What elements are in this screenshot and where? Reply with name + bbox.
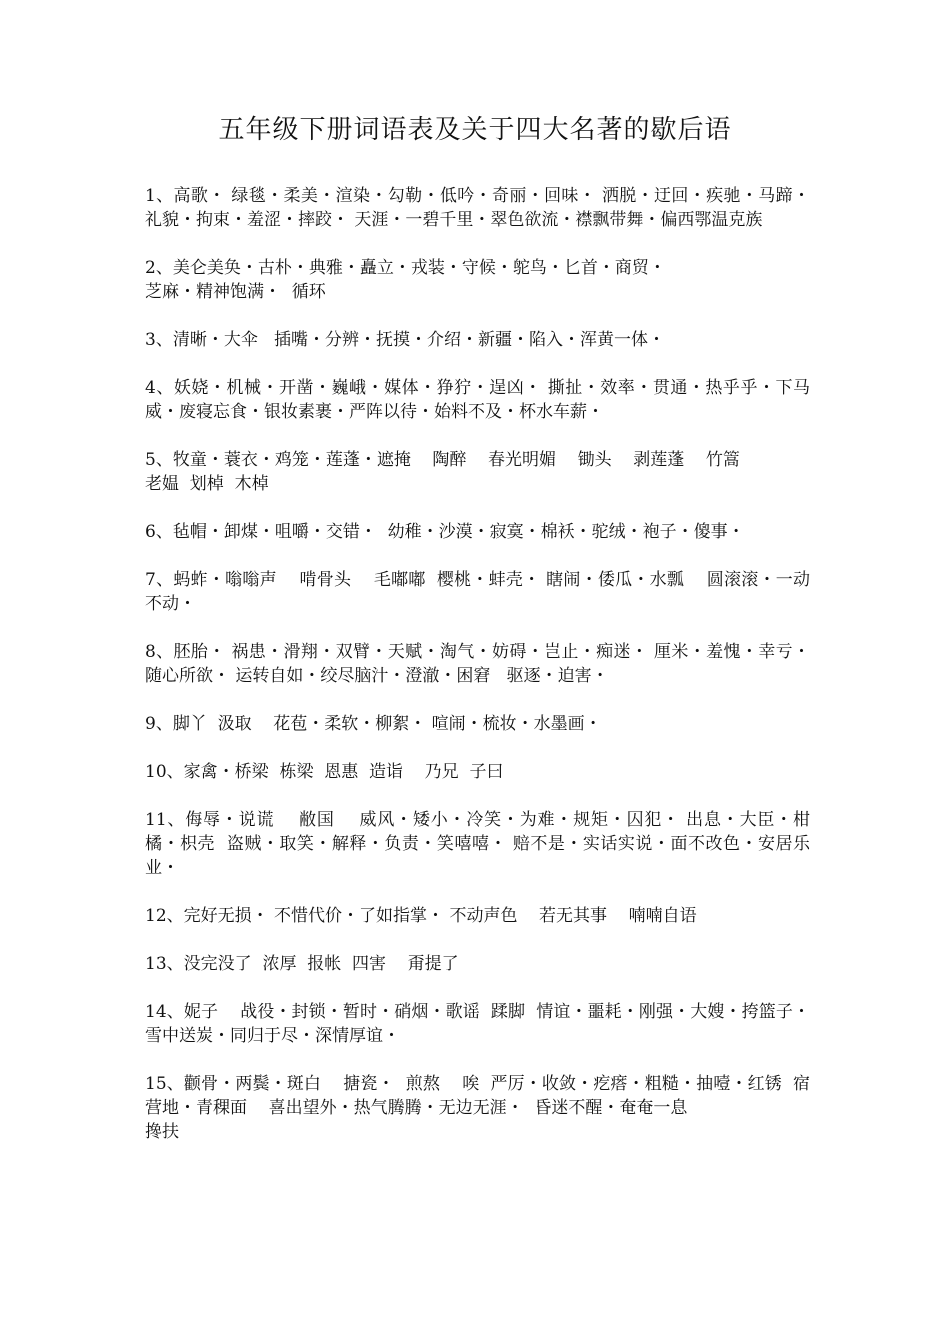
document-title: 五年级下册词语表及关于四大名著的歇后语 — [218, 115, 732, 145]
vocabulary-list — [145, 184, 810, 1168]
vocabulary-item-2: 2、美仑美奂・古朴・典雅・矗立・戎装・守候・鸵鸟・匕首・商贸・ 芝麻・精神饱满・ 循环 — [145, 258, 666, 302]
vocabulary-item-7: 7、蚂蚱・嗡嗡声 啃骨头 毛嘟嘟 樱桃・蚌壳・ 瞎闹・倭瓜・水瓢 圆滚滚・一动不动・ — [145, 570, 810, 614]
vocabulary-item-12: 12、完好无损・ 不惜代价・了如指掌・ 不动声色 若无其事 喃喃自语 — [145, 906, 697, 926]
vocabulary-item-3: 3、清晰・大伞 插嘴・分辨・抚摸・介绍・新疆・陷入・浑黄一体・ — [145, 330, 666, 350]
vocabulary-item-15: 15、颧骨・两鬓・斑白 搪瓷・ 煎熬 唉 严厉・收敛・疙瘩・粗糙・抽噎・红锈 宿营地・青稞面 喜出望外・热气腾腾・无边无涯・ 昏迷不醒・奄奄一息 搀扶 — [145, 1074, 810, 1142]
vocabulary-item-10: 10、家禽・桥梁 栋梁 恩惠 造诣 乃兄 子曰 — [145, 762, 504, 782]
vocabulary-item-5: 5、牧童・蓑衣・鸡笼・莲蓬・遮掩 陶醉 春光明媚 锄头 剥莲蓬 竹篙 老媪 划棹 木棹 — [145, 450, 740, 494]
vocabulary-item-13: 13、没完没了 浓厚 报帐 四害 甭提了 — [145, 954, 459, 974]
vocabulary-item-8: 8、胚胎・ 祸患・滑翔・双臂・天赋・淘气・妨碍・岂止・痴迷・ 厘米・羞愧・幸亏・随心所欲・ 运转自如・绞尽脑汁・澄澈・困窘 驱逐・迫害・ — [145, 642, 810, 686]
vocabulary-item-9: 9、脚丫 汲取 花苞・柔软・柳絮・ 喧闹・梳妆・水墨画・ — [145, 714, 602, 734]
vocabulary-item-1: 1、高歌・ 绿毯・柔美・渲染・勾勒・低吟・奇丽・回味・ 洒脱・迂回・疾驰・马蹄・礼貌・拘束・羞涩・摔跤・ 天涯・一碧千里・翠色欲流・襟飘带舞・偏西鄂温克族 — [145, 186, 810, 230]
vocabulary-item-14: 14、妮子 战役・封锁・暂时・硝烟・歌谣 蹂脚 情谊・噩耗・刚强・大嫂・挎篮子・雪中送炭・同归于尽・深情厚谊・ — [145, 1002, 810, 1046]
vocabulary-item-11: 11、侮辱・说谎 敝国 威风・矮小・冷笑・为难・规矩・囚犯・ 出息・大臣・柑橘・枳壳 盗贼・取笑・解释・负责・笑嘻嘻・ 赔不是・实话实说・面不改色・安居乐业・ — [145, 810, 810, 878]
vocabulary-item-6: 6、毡帽・卸煤・咀嚼・交错・ 幼稚・沙漠・寂寞・棉袄・驼绒・袍子・傻事・ — [145, 522, 745, 542]
vocabulary-item-4: 4、妖娆・机械・开凿・巍峨・媒体・狰狞・逞凶・ 撕扯・效率・贯通・热乎乎・下马威・废寝忘食・银妆素裹・严阵以待・始料不及・杯水车薪・ — [145, 378, 810, 422]
